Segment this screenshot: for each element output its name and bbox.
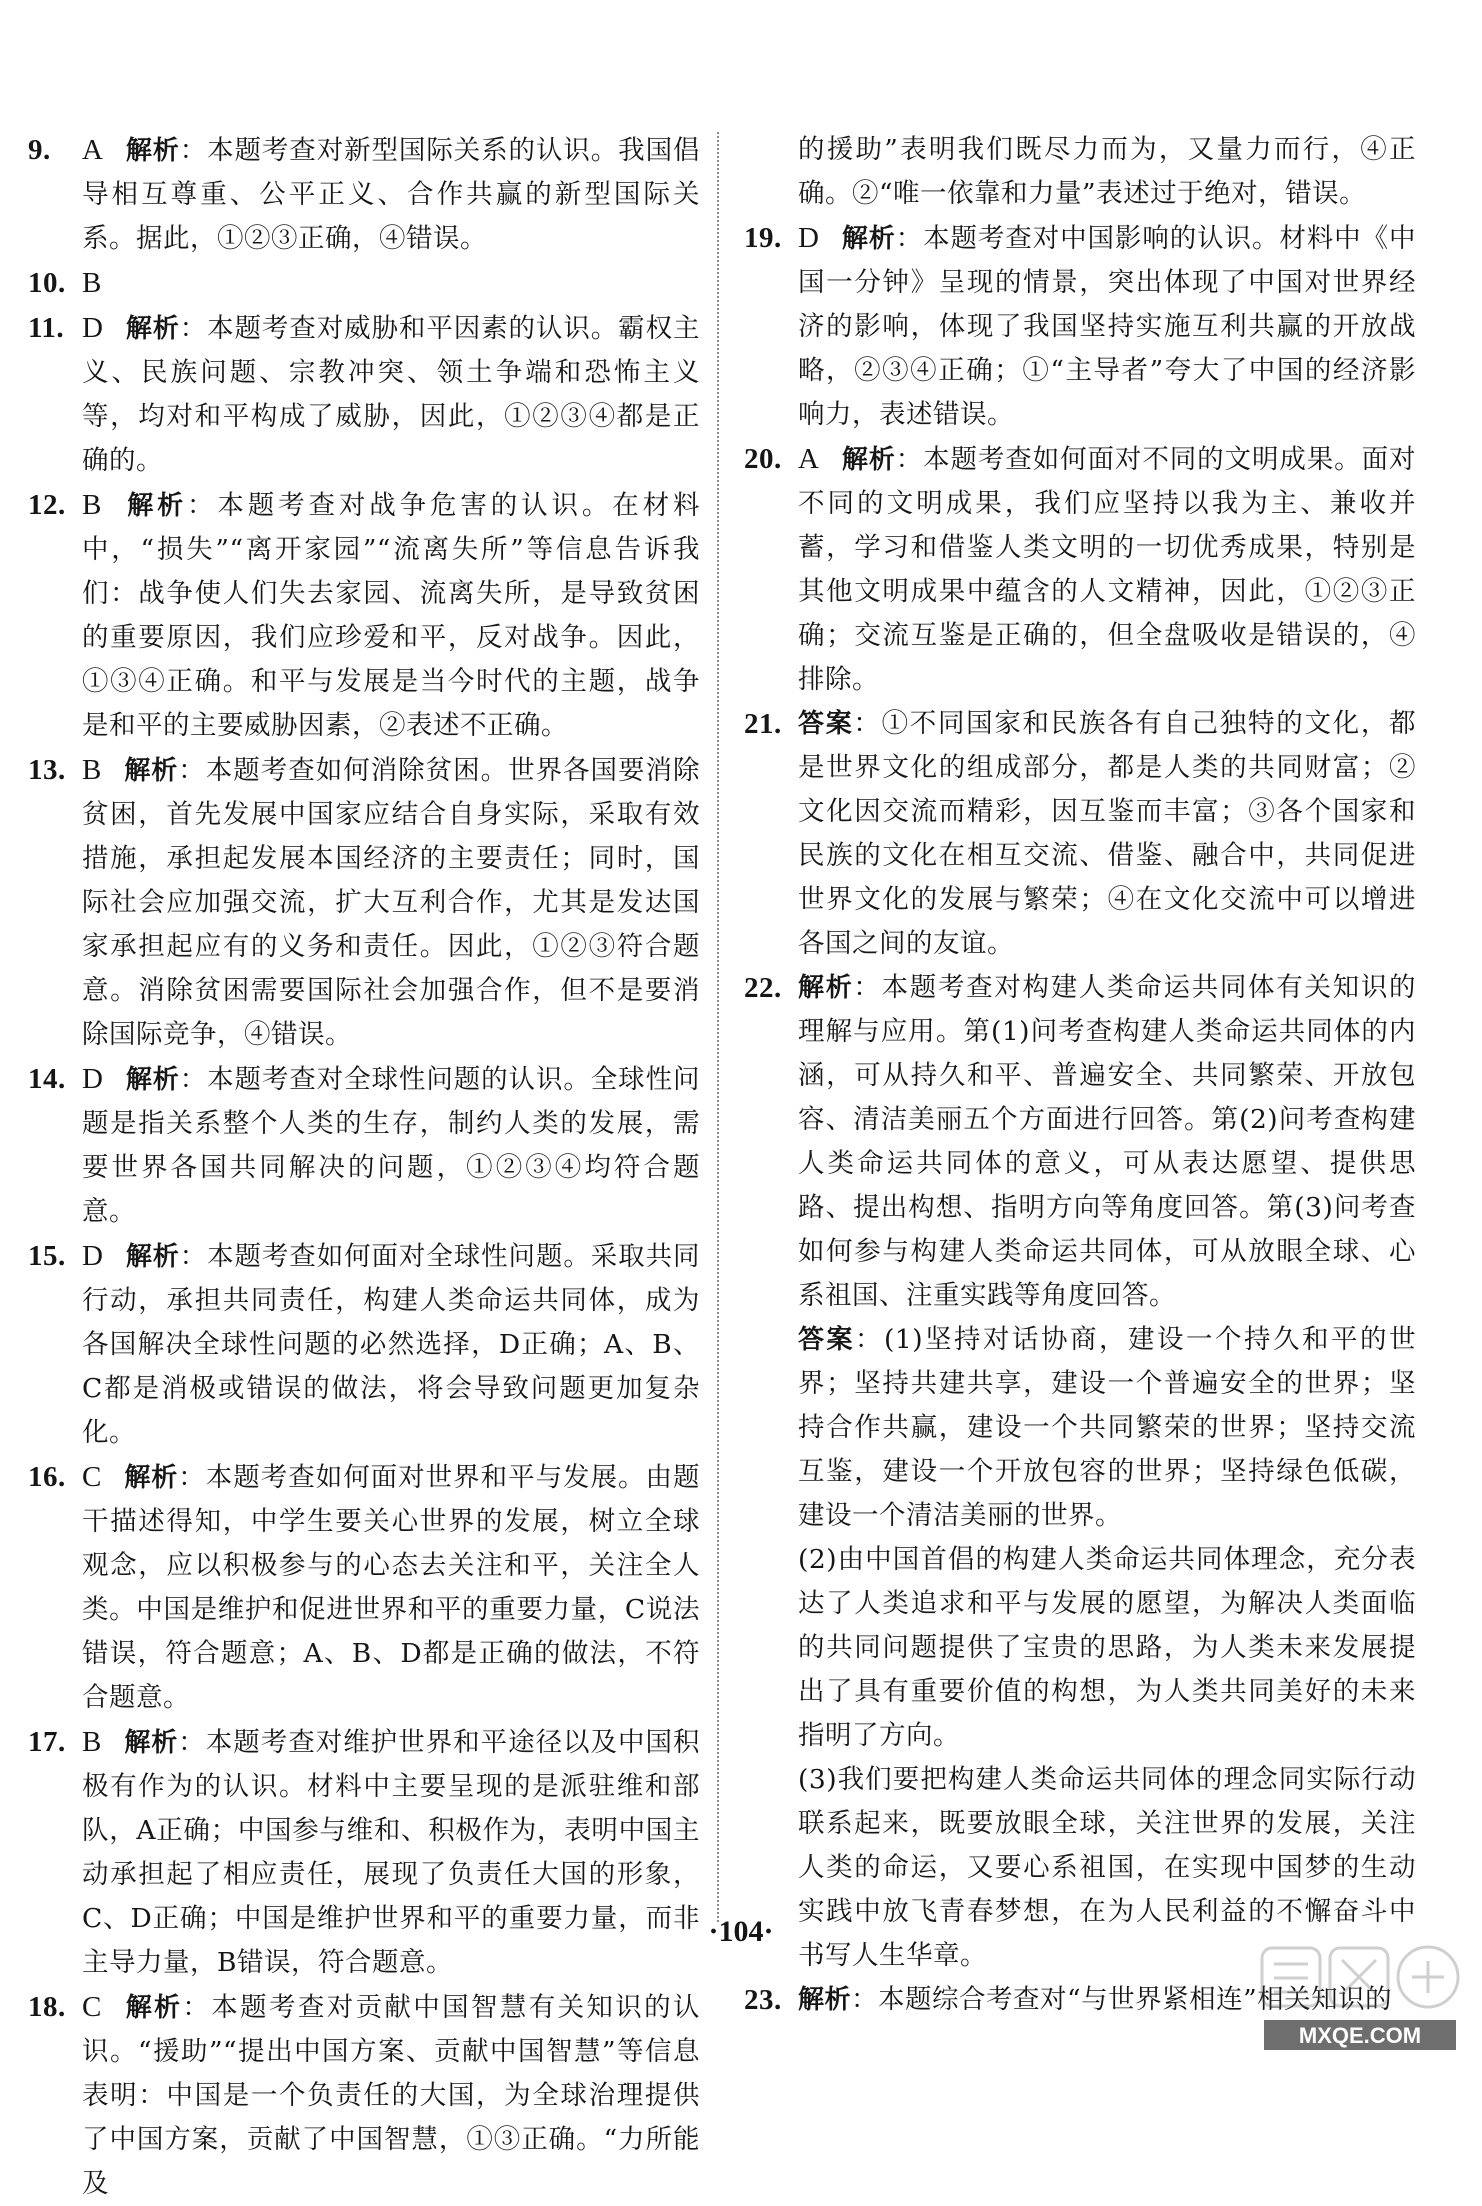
question-18: 18. C 解析：本题考查对贡献中国智慧有关知识的认识。“援助”“提出中国方案、贡献中国智慧”等信息表明：中国是一个负责任的大国，为全球治理提供了中国方案，贡献了中国智慧，①③正确。“力所能及	[28, 1985, 700, 2206]
left-column	[28, 128, 700, 2206]
question-22-answer-part-3: (3)我们要把构建人类命运共同体的理念同实际行动联系起来，既要放眼全球，关注世界的发展，关注人类的命运，又要心系祖国，在实现中国梦的生动实践中放飞青春梦想，在为人民利益的不懈奋斗中书写人生华章。	[798, 1764, 1416, 1971]
watermark-logo	[1250, 1940, 1470, 2058]
analysis-label: 解析	[125, 1065, 180, 1095]
answer-letter: B	[82, 754, 102, 786]
answer-letter: C	[82, 1461, 102, 1493]
question-number: 14.	[28, 1063, 66, 1095]
analysis-label: 解析	[841, 224, 896, 254]
analysis-text: 本题考查对构建人类命运共同体有关知识的理解与应用。第(1)问考查构建人类命运共同体的内涵，可从持久和平、普遍安全、共同繁荣、开放包容、清洁美丽五个方面进行回答。第(2)问考查构建人类命运共同体的意义，可从表达愿望、提供思路、提出构想、指明方向等角度回答。第(3)问考查如何参与构建人类命运共同体，可从放眼全球、心系祖国、注重实践等角度回答。	[798, 972, 1417, 1311]
question-23: 23. 解析：本题综合考查对“与世界紧相连”相关知识的	[744, 1978, 1416, 2022]
page-number: ·104·	[708, 1915, 774, 1948]
question-number: 10.	[28, 267, 66, 299]
answer-letter: B	[82, 267, 102, 299]
analysis-text: 本题考查如何面对不同的文明成果。面对不同的文明成果，我们应坚持以我为主、兼收并蓄，学习和借鉴人类文明的一切优秀成果，特别是其他文明成果中蕴含的人文精神，因此，①②③正确；交流互鉴是正确的，但全盘吸收是错误的，④排除。	[798, 444, 1416, 695]
analysis-label: 解析	[123, 1993, 183, 2023]
answer-letter: B	[82, 489, 102, 521]
analysis-label: 解析	[123, 1728, 179, 1758]
question-number: 9.	[28, 134, 51, 166]
analysis-text: 本题考查对威胁和平因素的认识。霸权主义、民族问题、宗教冲突、领土争端和恐怖主义等，均对和平构成了威胁，因此，①②③④都是正确的。	[82, 313, 700, 476]
answer-label: 答案	[798, 709, 854, 739]
question-20: 20. A 解析：本题考查如何面对不同的文明成果。面对不同的文明成果，我们应坚持以我为主、兼收并蓄，学习和借鉴人类文明的一切优秀成果，特别是其他文明成果中蕴含的人文精神，因此，①②③正确；交流互鉴是正确的，但全盘吸收是错误的，④排除。	[744, 437, 1416, 702]
question-number: 19.	[744, 222, 782, 254]
question-17: 17. B 解析：本题考查对维护世界和平途径以及中国积极有作为的认识。材料中主要呈现的是派驻维和部队，A正确；中国参与维和、积极作为，表明中国主动承担起了相应责任，展现了负责任大国的形象，C、D正确；中国是维护世界和平的重要力量，而非主导力量，B错误，符合题意。	[28, 1720, 700, 1985]
question-number: 16.	[28, 1461, 66, 1493]
question-11: 11. D 解析：本题考查对威胁和平因素的认识。霸权主义、民族问题、宗教冲突、领土争端和恐怖主义等，均对和平构成了威胁，因此，①②③④都是正确的。	[28, 306, 700, 483]
question-19: 19. D 解析：本题考查对中国影响的认识。材料中《中国一分钟》呈现的情景，突出体现了中国对世界经济的影响，体现了我国坚持实施互利共赢的开放战略，②③④正确；①“主导者”夸大了中国的经济影响力，表述错误。	[744, 216, 1416, 437]
analysis-label: 解析	[123, 756, 179, 786]
question-number: 11.	[28, 312, 65, 344]
question-number: 23.	[744, 1984, 782, 2016]
question-22-answer-part-2: (2)由中国首倡的构建人类命运共同体理念，充分表达了人类追求和平与发展的愿望，为解决人类面临的共同问题提供了宝贵的思路，为人类未来发展提出了具有重要价值的构想，为人类共同美好的未来指明了方向。	[798, 1544, 1416, 1751]
analysis-text: 本题考查对中国影响的认识。材料中《中国一分钟》呈现的情景，突出体现了中国对世界经济的影响，体现了我国坚持实施互利共赢的开放战略，②③④正确；①“主导者”夸大了中国的经济影响力，表述错误。	[798, 223, 1416, 430]
question-12: 12. B 解析：本题考查对战争危害的认识。在材料中，“损失”“离开家园”“流离失所”等信息告诉我们：战争使人们失去家园、流离失所，是导致贫困的重要原因，我们应珍爱和平，反对战争。因此，①③④正确。和平与发展是当今时代的主题，战争是和平的主要威胁因素，②表述不正确。	[28, 483, 700, 748]
question-16: 16. C 解析：本题考查如何面对世界和平与发展。由题干描述得知，中学生要关心世界的发展，树立全球观念，应以积极参与的心态去关注和平，关注全人类。中国是维护和促进世界和平的重要力量，C说法错误，符合题意；A、B、D都是正确的做法，不符合题意。	[28, 1455, 700, 1720]
question-number: 13.	[28, 754, 66, 786]
analysis-label: 解析	[125, 136, 180, 166]
analysis-text: 本题考查对全球性问题的认识。全球性问题是指关系整个人类的生存，制约人类的发展，需要世界各国共同解决的问题，①②③④均符合题意。	[82, 1064, 700, 1227]
analysis-text: 本题考查对维护世界和平途径以及中国积极有作为的认识。材料中主要呈现的是派驻维和部队，A正确；中国参与维和、积极作为，表明中国主动承担起了相应责任，展现了负责任大国的形象，C、D正确；中国是维护世界和平的重要力量，而非主导力量，B错误，符合题意。	[82, 1727, 700, 1978]
question-number: 20.	[744, 443, 782, 475]
question-18-continuation: 的援助”表明我们既尽力而为，又量力而行，④正确。②“唯一依靠和力量”表述过于绝对，错误。	[798, 134, 1416, 209]
answer-letter: D	[798, 222, 820, 254]
question-14: 14. D 解析：本题考查对全球性问题的认识。全球性问题是指关系整个人类的生存，制约人类的发展，需要世界各国共同解决的问题，①②③④均符合题意。	[28, 1057, 700, 1234]
analysis-label: 解析	[125, 1242, 180, 1272]
right-column	[744, 128, 1416, 2022]
question-number: 15.	[28, 1240, 66, 1272]
analysis-text: 本题考查对贡献中国智慧有关知识的认识。“援助”“提出中国方案、贡献中国智慧”等信息表明：中国是一个负责任的大国，为全球治理提供了中国方案，贡献了中国智慧，①③正确。“力所能及	[82, 1992, 700, 2199]
question-number: 17.	[28, 1726, 66, 1758]
analysis-label: 解析	[798, 973, 854, 1003]
analysis-text: 本题考查对战争危害的认识。在材料中，“损失”“离开家园”“流离失所”等信息告诉我们：战争使人们失去家园、流离失所，是导致贫困的重要原因，我们应珍爱和平，反对战争。因此，①③④正确。和平与发展是当今时代的主题，战争是和平的主要威胁因素，②表述不正确。	[82, 490, 701, 741]
question-9: 9. A 解析：本题考查对新型国际关系的认识。我国倡导相互尊重、公平正义、合作共赢的新型国际关系。据此，①②③正确，④错误。	[28, 128, 700, 261]
analysis-label: 解析	[841, 445, 896, 475]
question-22: 22. 解析：本题考查对构建人类命运共同体有关知识的理解与应用。第(1)问考查构建人类命运共同体的内涵，可从持久和平、普遍安全、共同繁荣、开放包容、清洁美丽五个方面进行回答。第(2)问考查构建人类命运共同体的意义，可从表达愿望、提供思路、提出构想、指明方向等角度回答。第(3)问考查如何参与构建人类命运共同体，可从放眼全球、心系祖国、注重实践等角度回答。	[744, 966, 1416, 1318]
question-number: 18.	[28, 1991, 66, 2023]
analysis-label: 解析	[125, 314, 180, 344]
question-number: 21.	[744, 708, 782, 740]
answer-letter: B	[82, 1726, 102, 1758]
answer-letter: A	[798, 443, 820, 475]
question-number: 22.	[744, 972, 782, 1004]
answer-letter: A	[82, 134, 104, 166]
analysis-text: 本题考查如何面对全球性问题。采取共同行动，承担共同责任，构建人类命运共同体，成为各国解决全球性问题的必然选择，D正确；A、B、C都是消极或错误的做法，将会导致问题更加复杂化。	[82, 1241, 700, 1448]
answer-letter: D	[82, 1063, 104, 1095]
answer-letter: D	[82, 1240, 104, 1272]
answer-text: (1)坚持对话协商，建设一个持久和平的世界；坚持共建共享，建设一个普遍安全的世界；坚持合作共赢，建设一个共同繁荣的世界；坚持交流互鉴，建设一个开放包容的世界；坚持绿色低碳，建设一个清洁美丽的世界。	[798, 1324, 1416, 1531]
answer-label: 答案	[798, 1325, 855, 1355]
answer-letter: C	[82, 1991, 102, 2023]
analysis-text: 本题综合考查对“与世界紧相连”相关知识的	[878, 1984, 1393, 2015]
analysis-text: 本题考查如何面对世界和平与发展。由题干描述得知，中学生要关心世界的发展，树立全球观念，应以积极参与的心态去关注和平，关注全人类。中国是维护和促进世界和平的重要力量，C说法错误，符合题意；A、B、D都是正确的做法，不符合题意。	[82, 1462, 700, 1713]
answer-text: ①不同国家和民族各有自己独特的文化，都是世界文化的组成部分，都是人类的共同财富；②文化因交流而精彩，因互鉴而丰富；③各个国家和民族的文化在相互交流、借鉴、融合中，共同促进世界文化的发展与繁荣；④在文化交流中可以增进各国之间的友谊。	[798, 708, 1417, 959]
question-21: 21. 答案：①不同国家和民族各有自己独特的文化，都是世界文化的组成部分，都是人类的共同财富；②文化因交流而精彩，因互鉴而丰富；③各个国家和民族的文化在相互交流、借鉴、融合中，共同促进世界文化的发展与繁荣；④在文化交流中可以增进各国之间的友谊。	[744, 702, 1416, 966]
answer-letter: D	[82, 312, 104, 344]
analysis-text: 本题考查对新型国际关系的认识。我国倡导相互尊重、公平正义、合作共赢的新型国际关系。据此，①②③正确，④错误。	[82, 135, 700, 254]
watermark-url: MXQE.COM	[1298, 2023, 1422, 2048]
column-divider	[717, 132, 719, 1922]
analysis-label: 解析	[123, 491, 187, 521]
analysis-label: 解析	[123, 1463, 179, 1493]
question-13: 13. B 解析：本题考查如何消除贫困。世界各国要消除贫困，首先发展中国家应结合自身实际，采取有效措施，承担起发展本国经济的主要责任；同时，国际社会应加强交流，扩大互利合作，尤其是发达国家承担起应有的义务和责任。因此，①②③符合题意。消除贫困需要国际社会加强合作，但不是要消除国际竞争，④错误。	[28, 748, 700, 1057]
question-15: 15. D 解析：本题考查如何面对全球性问题。采取共同行动，承担共同责任，构建人类命运共同体，成为各国解决全球性问题的必然选择，D正确；A、B、C都是消极或错误的做法，将会导致问题更加复杂化。	[28, 1234, 700, 1455]
question-number: 12.	[28, 489, 66, 521]
analysis-label: 解析	[798, 1985, 852, 2015]
analysis-text: 本题考查如何消除贫困。世界各国要消除贫困，首先发展中国家应结合自身实际，采取有效措施，承担起发展本国经济的主要责任；同时，国际社会应加强交流，扩大互利合作，尤其是发达国家承担起应有的义务和责任。因此，①②③符合题意。消除贫困需要国际社会加强合作，但不是要消除国际竞争，④错误。	[82, 755, 700, 1050]
question-22-answer-part-1: 答案：(1)坚持对话协商，建设一个持久和平的世界；坚持共建共享，建设一个普遍安全的世界；坚持合作共赢，建设一个共同繁荣的世界；坚持交流互鉴，建设一个开放包容的世界；坚持绿色低碳，建设一个清洁美丽的世界。	[798, 1324, 1416, 1531]
question-10	[28, 261, 700, 306]
